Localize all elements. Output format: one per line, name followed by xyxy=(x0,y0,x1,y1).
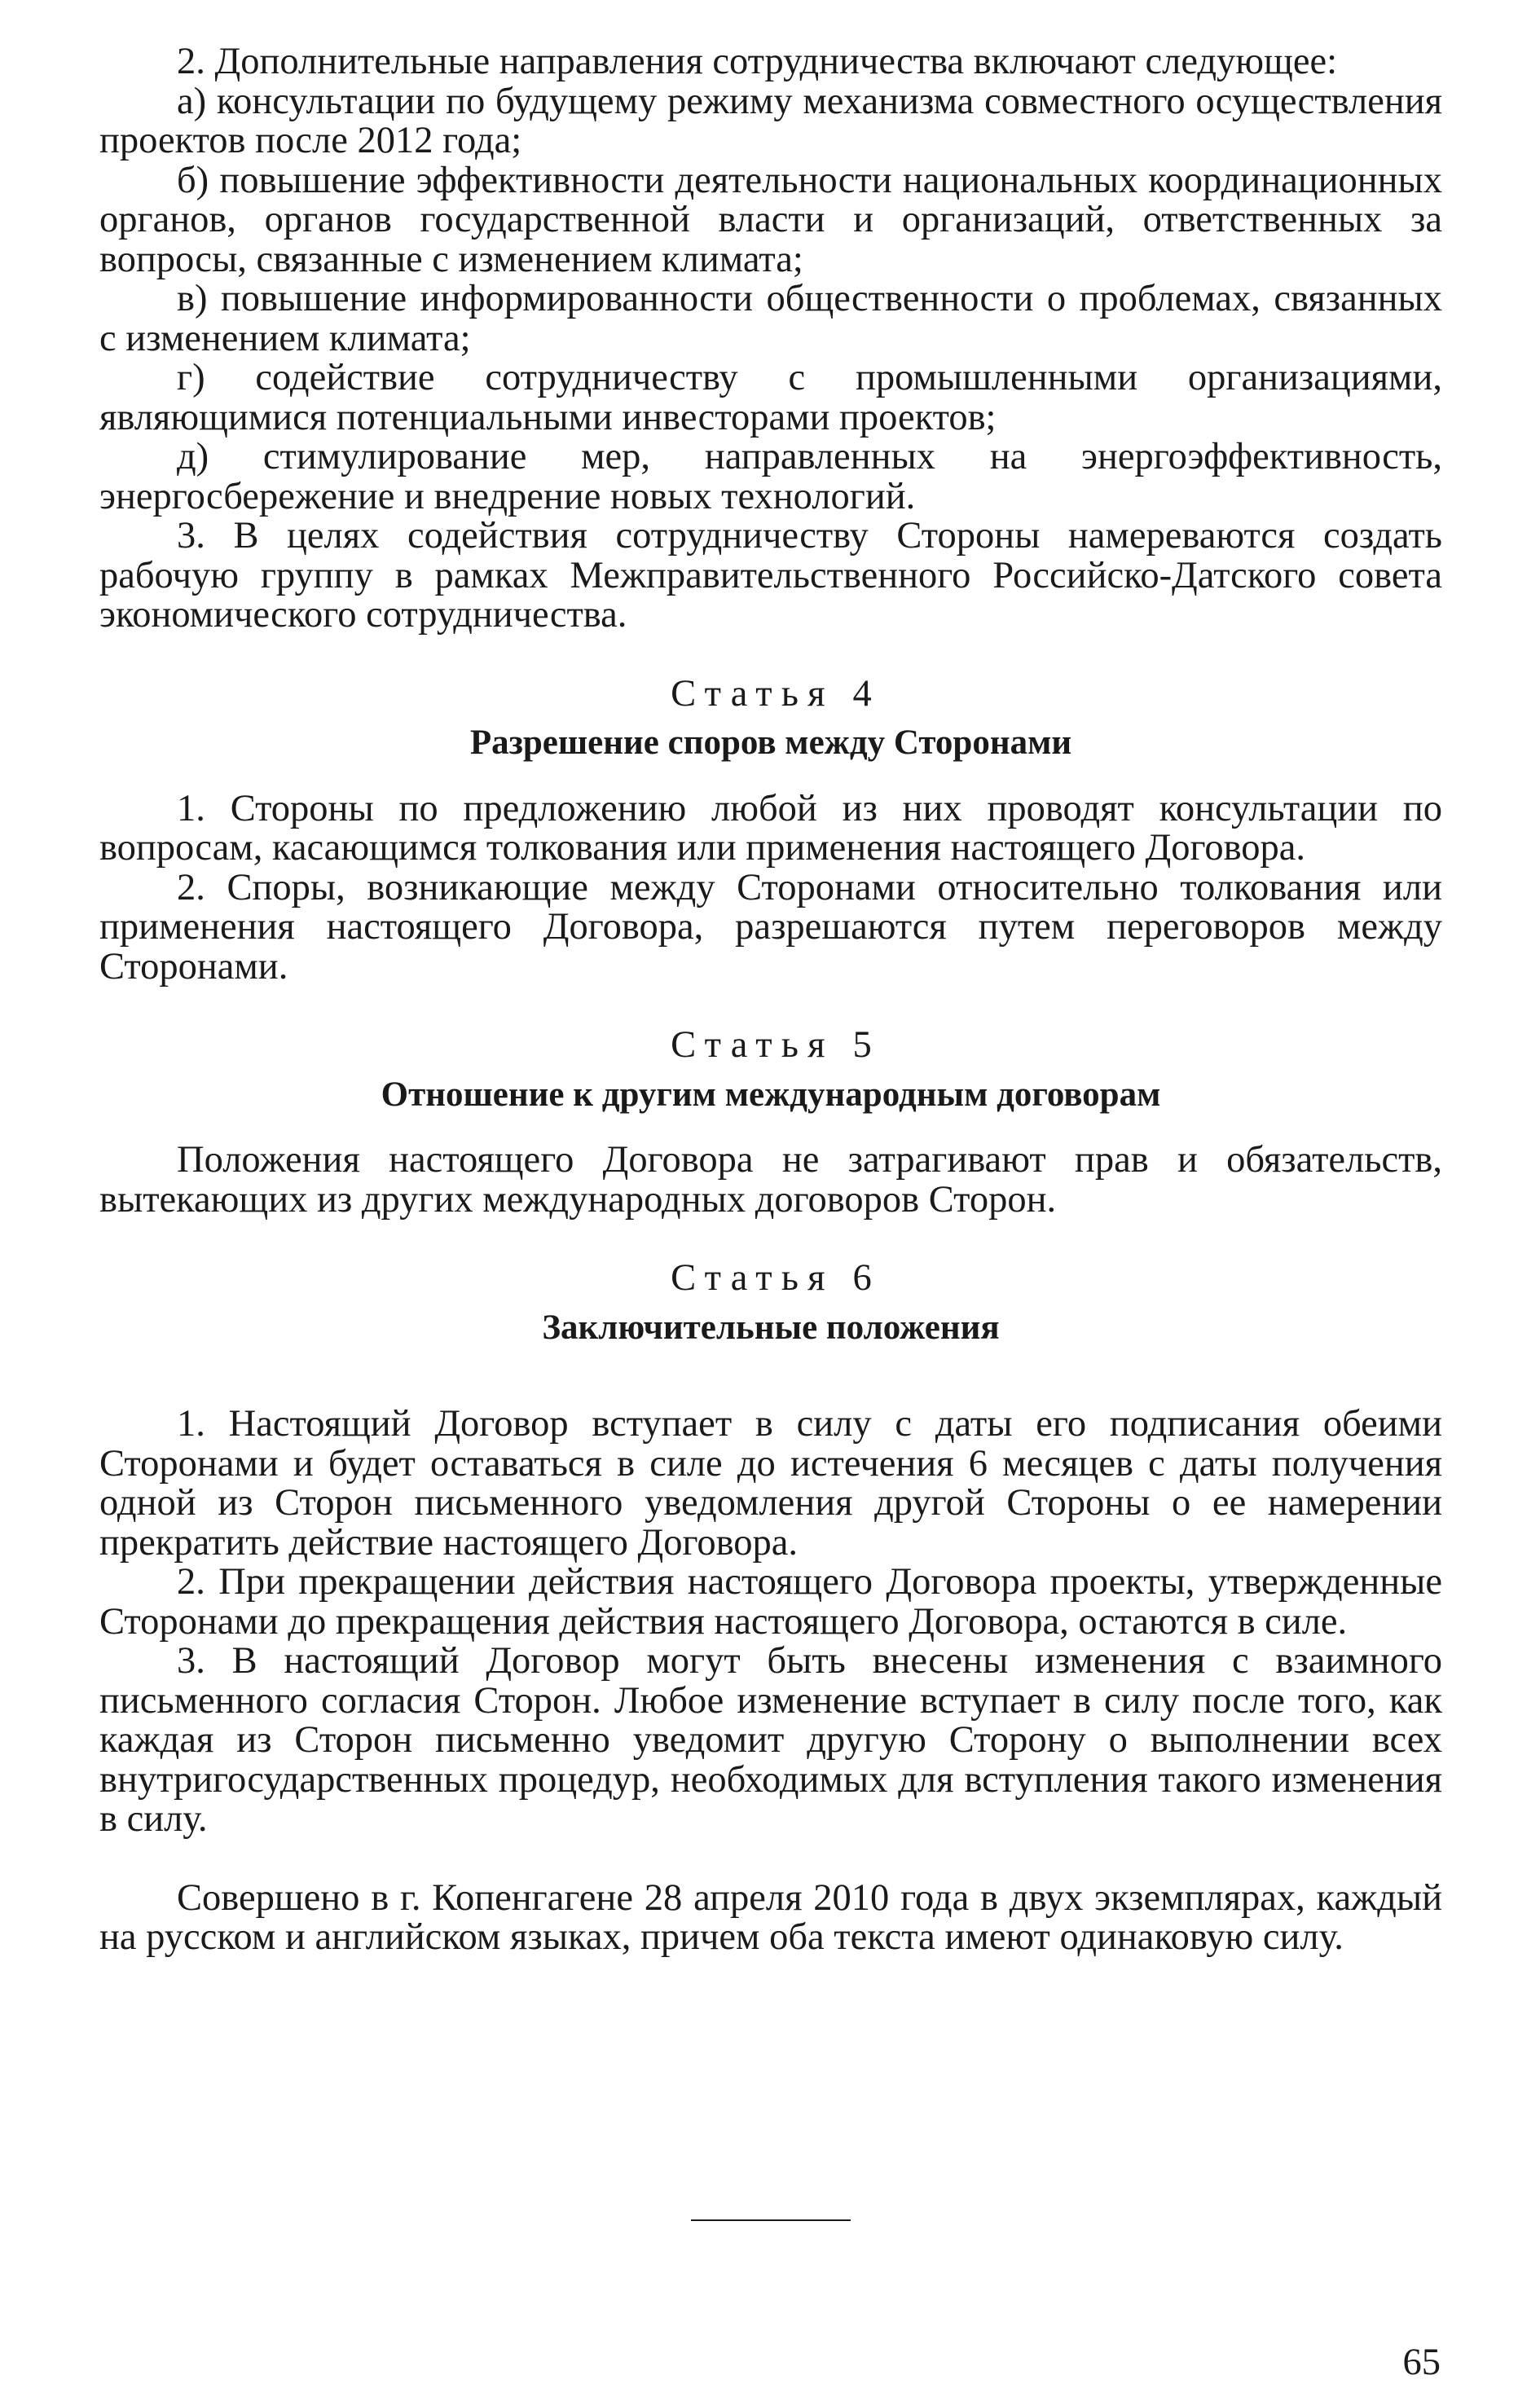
article-4-title: Разрешение споров между Сторонами xyxy=(469,724,1072,762)
list-item: г) содействие сотрудничеству с промышленными организациями, являющимися потенциальными инвесторами проектов; xyxy=(99,357,1442,438)
article-5-title: Отношение к другим международным договорам xyxy=(381,1075,1161,1114)
paragraph: 1. Настоящий Договор вступает в силу с даты его подписания обеими Сторонами и будет оставаться в силе до истечения 6 месяцев с даты получения одной из Сторон письменного уведомления другой Стороны о ее намерении прекратить действие настоящего Договора. xyxy=(99,1403,1442,1564)
article-6-title: Заключительные положения xyxy=(542,1308,1000,1347)
paragraph: 3. В настоящий Договор могут быть внесены изменения с взаимного письменного согласия Сторон. Любое изменение вступает в силу после того, как каждая из Сторон письменно уведомит другую Сторону о выполнении всех внутригосударственных процедур, необходимых для вступления такого изменения в силу. xyxy=(99,1640,1442,1840)
article-5-heading: Статья 5 xyxy=(671,1024,881,1066)
end-rule xyxy=(691,2219,851,2221)
list-item: б) повышение эффективности деятельности национальных координационных органов, органов государственной власти и организаций, ответственных за вопросы, связанные с изменением климата; xyxy=(99,159,1442,280)
list-item: д) стимулирование мер, направленных на энергоэффективность, энергосбережение и внедрение новых технологий. xyxy=(99,436,1442,517)
paragraph: 2. При прекращении действия настоящего Договора проекты, утвержденные Сторонами до прекращения действия настоящего Договора, остаются в силе. xyxy=(99,1561,1442,1643)
paragraph: 2. Дополнительные направления сотрудничества включают следующее: xyxy=(177,41,1338,82)
list-item: а) консультации по будущему режиму механизма совместного осуществления проектов после 2012 года; xyxy=(99,80,1442,161)
article-4-heading: Статья 4 xyxy=(671,672,881,715)
paragraph: 3. В целях содействия сотрудничеству Стороны намереваются создать рабочую группу в рамках Межправительственного Российско-Датского совета экономического сотрудничества. xyxy=(99,515,1442,636)
paragraph: Положения настоящего Договора не затрагивают прав и обязательств, вытекающих из других международных договоров Сторон. xyxy=(99,1139,1442,1221)
list-item: в) повышение информированности общественности о проблемах, связанных с изменением климата; xyxy=(99,278,1442,359)
paragraph: 1. Стороны по предложению любой из них проводят консультации по вопросам, касающимся толкования или применения настоящего Договора. xyxy=(99,787,1442,869)
closing-paragraph: Совершено в г. Копенгагене 28 апреля 2010 года в двух экземплярах, каждый на русском и английском языках, причем оба текста имеют одинаковую силу. xyxy=(99,1876,1442,1958)
article-6-heading: Статья 6 xyxy=(671,1257,881,1299)
page-content xyxy=(99,42,1442,1958)
page-number: 65 xyxy=(1402,2342,1441,2383)
paragraph: 2. Споры, возникающие между Сторонами относительно толкования или применения настоящего Договора, разрешаются путем переговоров между Сторонами. xyxy=(99,866,1442,987)
